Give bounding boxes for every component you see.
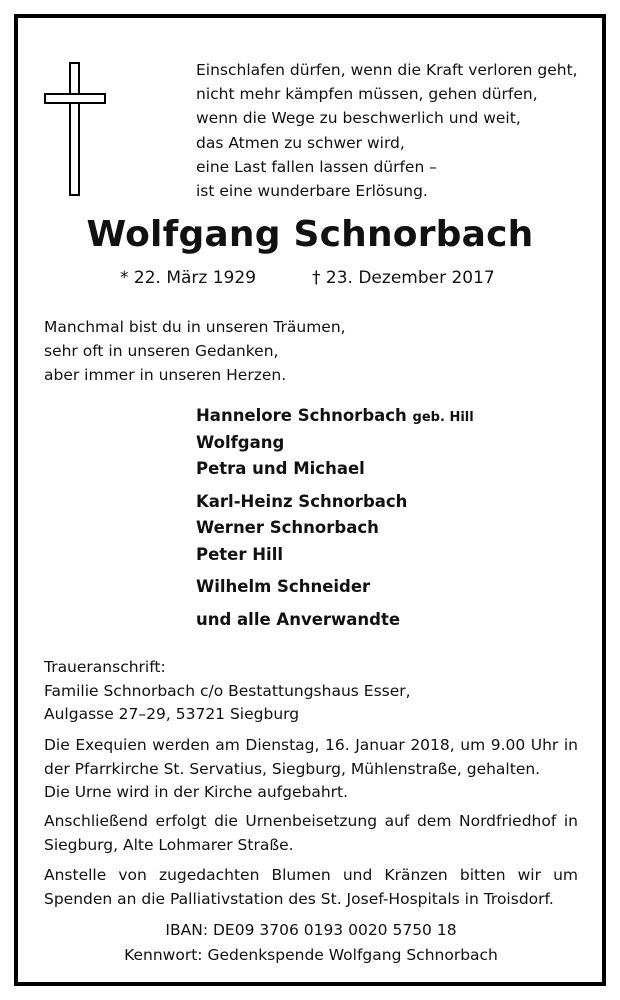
mourners-list — [196, 403, 576, 633]
address-line: Aulgasse 27–29, 53721 Siegburg — [44, 705, 300, 723]
poem-line: das Atmen zu schwer wird, — [196, 133, 405, 152]
urn-text: Die Urne wird in der Kirche aufgebahrt. — [44, 783, 349, 801]
poem — [196, 58, 596, 203]
poem-line: eine Last fallen lassen dürfen – — [196, 157, 437, 176]
memorial-quote — [44, 315, 444, 387]
donation-text: Anstelle von zugedachten Blumen und Kränzen bitten wir um Spenden an die Palliativstation des St. Josef-Hospitals in Troisdorf. — [44, 866, 578, 908]
deceased-name: Wolfgang Schnorbach — [86, 214, 534, 255]
mourner-sibling: Werner Schnorbach — [196, 518, 379, 537]
mourner-sibling: Peter Hill — [196, 544, 284, 564]
poem-line: wenn die Wege zu beschwerlich und weit, — [196, 109, 521, 128]
death-date: † 23. Dezember 2017 — [312, 268, 495, 288]
bank-details — [44, 918, 578, 968]
exequies-text: Die Exequien werden am Dienstag, 16. Januar 2018, um 9.00 Uhr in der Pfarrkirche St. Servatius, Siegburg, Mühlenstraße, gehalten. — [44, 736, 578, 778]
quote-line: sehr oft in unseren Gedanken, — [44, 342, 279, 360]
birth-date: * 22. März 1929 — [120, 268, 257, 288]
address-line: Familie Schnorbach c/o Bestattungshaus Esser, — [44, 681, 411, 700]
poem-line: Einschlafen dürfen, wenn die Kraft verloren geht, — [196, 61, 578, 79]
mourner-other: Wilhelm Schneider — [196, 577, 371, 596]
cross-icon — [44, 62, 106, 196]
burial-text: Anschließend erfolgt die Urnenbeisetzung auf dem Nordfriedhof in Siegburg, Alte Lohmarer Straße. — [44, 812, 578, 854]
mourner-widow: Hannelore Schnorbach geb. Hill — [196, 406, 474, 425]
mourner-child: Wolfgang — [196, 432, 285, 452]
donation-keyword: Kennwort: Gedenkspende Wolfgang Schnorbach — [124, 946, 498, 964]
mourner-sibling: Karl-Heinz Schnorbach — [196, 491, 408, 511]
quote-line: Manchmal bist du in unseren Träumen, — [44, 318, 346, 336]
mourner-relatives: und alle Anverwandte — [196, 609, 401, 629]
iban-text: IBAN: DE09 3706 0193 0020 5750 18 — [165, 921, 457, 939]
poem-line: nicht mehr kämpfen müssen, gehen dürfen, — [196, 85, 538, 104]
maiden-name-note: geb. Hill — [412, 410, 474, 425]
quote-line: aber immer in unseren Herzen. — [44, 366, 287, 384]
mourning-address — [44, 656, 578, 727]
poem-line: ist eine wunderbare Erlösung. — [196, 182, 428, 201]
address-line: Traueranschrift: — [44, 658, 166, 676]
service-info — [44, 734, 578, 805]
mourner-child: Petra und Michael — [196, 459, 365, 478]
